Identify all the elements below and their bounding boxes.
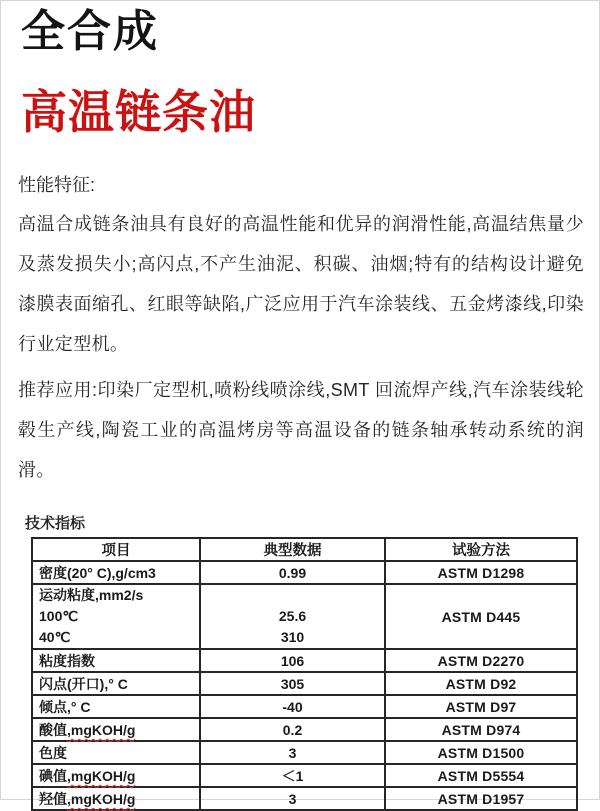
specs-heading: 技术指标 (25, 515, 86, 533)
spec-row (32, 672, 577, 695)
datasheet-page (1, 7, 599, 805)
spec-row (32, 787, 577, 810)
features-paragraph: 高温合成链条油具有良好的高温性能和优异的润滑性能,高温结焦量少及蒸发损失小;高闪点,不产生油泥、积碳、油烟;特有的结构设计避免漆膜表面缩孔、红眼等缺陷,广泛应用于汽车涂装线、五金烤漆线,印染行业定型机。 (18, 214, 584, 355)
specs-col-item: 项目 (32, 538, 200, 561)
spec-row (32, 764, 577, 787)
specs-col-method: 试验方法 (385, 538, 577, 561)
features-heading: 性能特征: (18, 175, 96, 196)
spec-row (32, 718, 577, 741)
specs-header-row (32, 538, 577, 561)
spec-method-cell: ASTM D2270 (385, 649, 577, 672)
spec-method-cell: ASTM D92 (385, 672, 577, 695)
spec-method-cell: ASTM D1298 (385, 561, 577, 584)
spec-value-cell: 305 (200, 672, 385, 695)
product-line-title: 全合成 (21, 7, 159, 56)
spec-value-cell: 0.99 (200, 561, 385, 584)
spec-item-cell: 运动粘度,mm2/s 100℃ 40℃ (32, 584, 200, 649)
spec-item-cell: 倾点,° C (32, 695, 200, 718)
spec-item-cell: 粘度指数 (32, 649, 200, 672)
spec-method-cell: ASTM D1957 (385, 787, 577, 810)
spec-value-cell: 106 (200, 649, 385, 672)
spec-row (32, 649, 577, 672)
spec-item-cell: 密度(20° C),g/cm3 (32, 561, 200, 584)
spec-row (32, 561, 577, 584)
spec-method-cell: ASTM D445 (385, 584, 577, 649)
spec-item-cell: 酸值,mgKOH/g (32, 718, 200, 741)
spec-method-cell: ASTM D974 (385, 718, 577, 741)
spec-row (32, 741, 577, 764)
specs-table (31, 537, 578, 811)
spec-value-cell: ＜1 (200, 764, 385, 787)
product-name-title: 高温链条油 (21, 85, 256, 138)
spec-row (32, 695, 577, 718)
applications-paragraph: 推荐应用:印染厂定型机,喷粉线喷涂线,SMT 回流焊产线,汽车涂装线轮毂生产线,陶瓷工业的高温烤房等高温设备的链条轴承转动系统的润滑。 (18, 380, 584, 481)
spec-item-cell: 羟值,mgKOH/g (32, 787, 200, 810)
spec-value-cell: 0.2 (200, 718, 385, 741)
spec-method-cell: ASTM D97 (385, 695, 577, 718)
specs-col-value: 典型数据 (200, 538, 385, 561)
spec-method-cell: ASTM D1500 (385, 741, 577, 764)
spec-value-cell: 3 (200, 741, 385, 764)
spec-method-cell: ASTM D5554 (385, 764, 577, 787)
spec-row (32, 584, 577, 649)
spec-value-cell: -40 (200, 695, 385, 718)
spec-item-cell: 碘值,mgKOH/g (32, 764, 200, 787)
spec-item-cell: 色度 (32, 741, 200, 764)
spec-value-cell: 25.6 310 (200, 584, 385, 649)
spec-value-cell: 3 (200, 787, 385, 810)
spec-item-cell: 闪点(开口),° C (32, 672, 200, 695)
